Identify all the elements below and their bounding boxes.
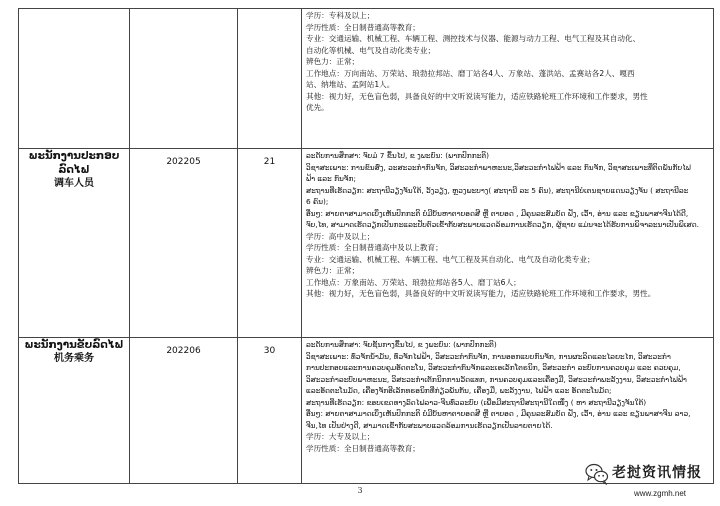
headcount: 30 (263, 346, 276, 356)
requirement-line: 辨色力：正常； (306, 57, 360, 66)
requirement-line: ລະດັບການສຶກສາ: ຈົບມໍ 7 ຂຶ້ນໄປ, ຂ ງພະຍົນ: (ພາກປົກກະຕິ) (306, 151, 489, 160)
watermark-title: 老挝资讯情报 (612, 465, 702, 481)
position-name-cn: 调车人员 (54, 178, 94, 189)
position-code: 202205 (166, 157, 201, 167)
requirements-text (302, 9, 713, 115)
requirement-line: ວິຊາສະເພາະ: ທົ່ວຈັກນ້ຳມັນ, ທົ່ວຈັກໄຟຟ້າ, ວິສະວະກຳກົນຈັກ, ການອອກແບບກົນຈັກ, ການຜະລິດແລະໄລຍະໄກ, ວິສະວະກຳ (306, 351, 671, 361)
requirement-line: ລະດັບການສຶກສາ: ຈົບຊັ້ນກາງຂຶ້ນໄປ, ຂ ງພະຍົນ: (ພາກປົກກະຕິ) (306, 340, 497, 349)
headcount-cell (238, 338, 302, 484)
requirement-line: 学历性质：全日制普通高中及以上教育； (306, 243, 443, 252)
page-number: 3 (357, 486, 363, 495)
requirement-line: ສະຖານທີ່ເຮັດວຽກ: ສະຖານີວຽງຈັນໃຕ້, ວັງວຽງ, ຫຼວງພະບາງ( ສະຖານີ ລະ 5 ຄົນ), ສະຖານີບໍເຕນຊາຍແດນວຽງຈັນ ( ສະຖານີລະ (306, 185, 689, 195)
requirement-line: ສະຖານທີ່ເຮັດວຽກ: ຂອບເຂດທາງລົດໄຟລາວ-ຈີນທົ່ວລະບົບ (ເພື່ອມີສະຖານີສະຖານີໃດໜຶ່ງ ( ຫາ ສະຖານີວຽງຈັນໃຕ້) (306, 397, 647, 407)
wechat-icon (585, 463, 609, 485)
requirement-line: 其他：视力好，无色盲色弱，具备良好的中文听说读写能力，适应铁路轮班工作环境和工作要求，男性 (306, 91, 648, 101)
position-name-cn: 机务乘务 (54, 353, 94, 364)
requirement-line: 学历：高中及以上； (306, 231, 375, 241)
requirement-line: 优先。 (306, 103, 329, 112)
table-row (19, 149, 714, 338)
recruitment-table (18, 8, 714, 484)
position-code: 202206 (166, 346, 201, 356)
position-name-cell (19, 338, 130, 484)
requirement-line: ວິສະວະກຳລະບົບພາຫະນະ, ວິສະວະກຳເຕັກນິກການວັດແທກ, ການຄວບຄຸມແລະເຄື່ອງມື, ວິສະວະກຳພະລັງງານ, ວິສະວະກຳໄຟຟ້າ (306, 374, 687, 384)
requirement-line: 专业：交通运输、机械工程、车辆工程、电气工程及其自动化、电气及自动化类专业； (306, 254, 595, 264)
requirement-line: ການປະກອບແລະການຄວບຄຸມອັດຕະໂນ, ວິສະວະກຳກົນຈັກແລະເອເລັກໂຕຣນິກ, ວິສະວະກຳ ລະບົບການຄວບຄຸມ ແລະ ຄວບຄຸມ, (306, 363, 681, 372)
position-code-cell (130, 149, 238, 338)
headcount: 21 (263, 157, 276, 167)
requirement-line: 学历性质：全日制普通高等教育； (306, 22, 420, 32)
requirement-line: 辨色力：正常； (306, 266, 360, 275)
position-name-lao: ພະນັກງານປະກອບລົດໄຟ (28, 150, 120, 176)
requirements-text (302, 338, 713, 455)
requirement-line: ອື່ນໆ: ສາຍຕາສາມາດເບິ່ງເຫັນປົກກະຕິ ບໍ່ມີບັນຫາຕາບອດສີ ຫຼື ຕາບອດ , ມີຄຸນລະສົມບັດ ຟັງ, ເວົ້າ, ອ່ານ ແລະ ຂຽນພາສາຈີນ ລາວ, (306, 409, 691, 418)
position-name-cell (19, 149, 130, 338)
table-row (19, 9, 714, 149)
requirement-line: 自动化等机械、电气及自动化类专业； (306, 45, 436, 55)
requirement-line: 专业：交通运输、机械工程、车辆工程、测控技术与仪器、能源与动力工程、电气工程及其自动化、 (306, 34, 641, 43)
position-name-cell (19, 9, 130, 149)
requirement-line: ຈົບ,ໄທ, ສາມາດເຮັດວຽກເປັນກະແລະປັບຕົວເຂົ້າກັບສະພາບແວດລ້ອມການເຮັດວຽກ, ຜູ້ຊາຍ ແມ່ນຈະໄດ້ຮັບການພິຈາລະນາເປັນພິເສດ. (306, 220, 699, 229)
requirement-line: 6 ຄົນ); (306, 197, 329, 206)
table-row (19, 338, 714, 484)
requirement-line: 站、纳堆站、孟阿站1人。 (306, 80, 395, 89)
requirements-cell (302, 149, 714, 338)
requirement-line: 工作地点：万象南站、万荣站、琅勃拉邦站各5人、磨丁站6人； (306, 277, 521, 287)
requirement-line: ຈີນ,ໄທ ເປັນຢ່າງດີ, ສາມາດເຂົ້າກັບສະພາບແວດລ້ອມການເຮັດວຽກເປັນລາຍຕາຍໄດ້. (306, 420, 553, 430)
requirements-text (302, 149, 713, 301)
requirements-cell (302, 9, 714, 149)
headcount-cell (238, 149, 302, 338)
requirement-line: ອື່ນໆ: ສາຍຕາສາມາດເບິ່ງເຫັນປົກກະຕິ ບໍ່ມີບັນຫາຕາບອດສີ ຫຼື ຕາບອດ , ມີຄຸນລະສົມບັດ ຟັງ, ເວົ້າ, ອ່ານ ແລະ ຂຽນພາສາຈີນໄດ້ດີ, (306, 208, 689, 218)
requirement-line: 学历：专科及以上； (306, 11, 375, 20)
watermark-url: www.zgmh.net (634, 489, 687, 498)
requirement-line: 学历性质：全日制普通高等教育； (306, 443, 420, 453)
headcount-cell (238, 9, 302, 149)
position-code-cell (130, 338, 238, 484)
requirement-line: 学历：大专及以上； (306, 432, 375, 441)
requirement-line: ແລະອັດຕະໂນມັດ, ເຄື່ອງຈັກອີເລັກທຣອນິກທີ່ກ່ຽວພັນກັນ, ເຄື່ອງມື, ພະລັງງານ, ໄຟຟ້າ ແລະ ອັດຕະໂນມັດ; (306, 386, 612, 395)
requirement-line: ວິຊາສະເພາະ: ການຂົນສົ່ງ, ວະສະວະກຳກົນຈັກ, ວິສະວະກຳພາຫະນະ,ວິສະວະກຳໄຟຟ້າ ແລະ ກົນຈັກ, ວິຊາສະເພາະທີ່ຕິດພັນກັບໄຟ (306, 162, 691, 172)
requirement-line: 工作地点：万向南站、万荣站、琅勃拉邦站、磨丁站各4人、万象站、蓬洪站、孟赛站各2人、嘎西 (306, 68, 635, 78)
position-name-lao: ພະນັກງານຂັບລົດໄຟ (24, 339, 124, 351)
position-code-cell (130, 9, 238, 149)
requirement-line: ຟ້າ ແລະ ກົນຈັກ; (306, 174, 356, 183)
requirement-line: 其他：视力好，无色盲色弱，具备良好的中文听说读写能力，适应铁路轮班工作环境和工作要求，男性。 (306, 289, 656, 298)
